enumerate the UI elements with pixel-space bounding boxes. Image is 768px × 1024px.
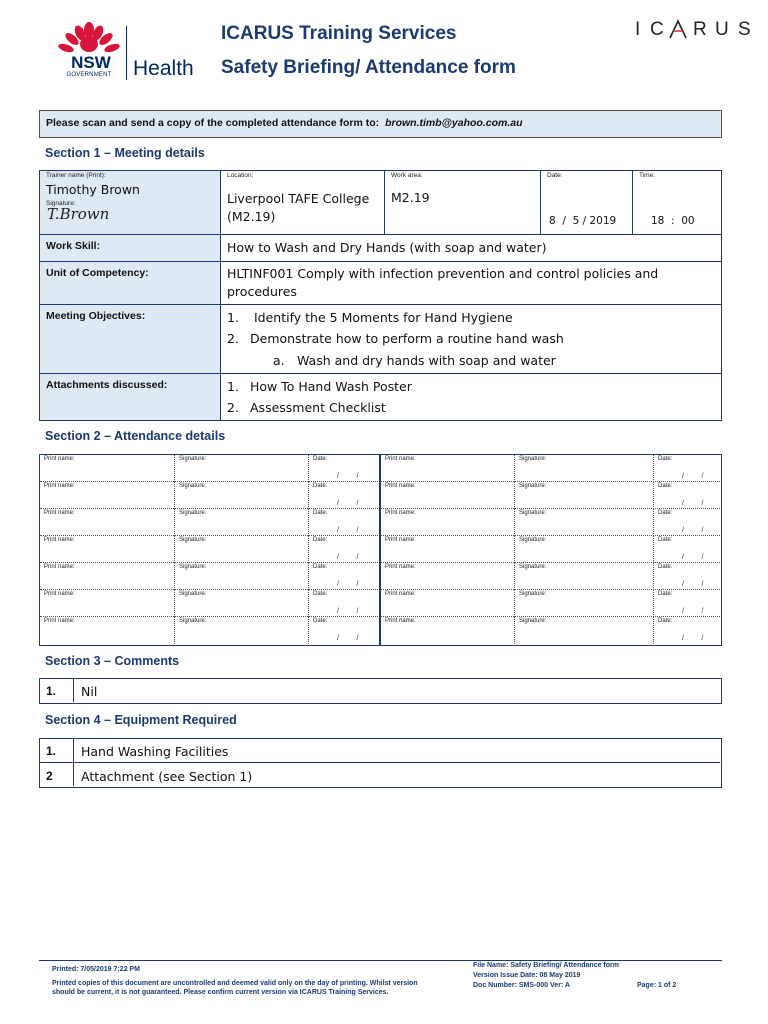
attendee-signature-field[interactable] bbox=[515, 455, 654, 482]
attendee-date-field[interactable] bbox=[309, 563, 379, 590]
attendee-date-label: Date: bbox=[313, 564, 328, 570]
attendee-date-label: Date: bbox=[313, 591, 328, 597]
organization-title: ICARUS Training Services bbox=[221, 23, 457, 44]
objective2-number: 2. bbox=[227, 331, 239, 346]
attendee-print-name-field[interactable] bbox=[40, 482, 175, 509]
attendee-print-name-label: Print name: bbox=[385, 618, 416, 624]
objective2-text[interactable]: Demonstrate how to perform a routine hand wash bbox=[250, 331, 564, 346]
section1-title: Section 1 – Meeting details bbox=[45, 146, 205, 160]
attendee-signature-field[interactable] bbox=[515, 536, 654, 563]
section2-title: Section 2 – Attendance details bbox=[45, 429, 226, 443]
attendee-date-field[interactable] bbox=[654, 536, 720, 563]
attendee-signature-label: Signature: bbox=[179, 456, 207, 462]
attendee-signature-label: Signature: bbox=[519, 591, 547, 597]
attendee-print-name-field[interactable] bbox=[40, 536, 175, 563]
attendee-date-field[interactable] bbox=[654, 509, 720, 536]
work-skill-label-cell bbox=[40, 235, 221, 262]
location-value[interactable]: Liverpool TAFE College (M2.19) bbox=[227, 191, 370, 224]
comment-number-cell bbox=[40, 679, 74, 702]
health-logo-text: Health bbox=[133, 57, 194, 80]
contact-email-link[interactable]: brown.timb@yahoo.com.au bbox=[385, 117, 523, 129]
date-slashes: / / bbox=[682, 527, 704, 534]
objectives-value-cell bbox=[221, 305, 721, 374]
attendee-signature-label: Signature: bbox=[179, 537, 207, 543]
workarea-label: Work area: bbox=[391, 172, 423, 179]
unit-value-cell bbox=[221, 262, 721, 305]
signature-label: Signature: bbox=[46, 200, 76, 207]
attachment2-number: 2. bbox=[227, 400, 239, 415]
attendee-date-field[interactable] bbox=[654, 563, 720, 590]
attendee-print-name-field[interactable] bbox=[40, 509, 175, 536]
attendee-print-name-label: Print name: bbox=[385, 456, 416, 462]
attendee-date-label: Date: bbox=[313, 618, 328, 624]
attendee-signature-field[interactable] bbox=[515, 617, 654, 644]
attendee-signature-field[interactable] bbox=[515, 590, 654, 617]
attendee-signature-field[interactable] bbox=[175, 590, 309, 617]
attachments-label-cell bbox=[40, 374, 221, 420]
attendee-signature-field[interactable] bbox=[175, 482, 309, 509]
attendee-date-label: Date: bbox=[313, 456, 328, 462]
attendee-date-field[interactable] bbox=[654, 482, 720, 509]
attendee-signature-label: Signature: bbox=[519, 510, 547, 516]
attachments-label: Attachments discussed: bbox=[46, 379, 168, 391]
attendee-print-name-field[interactable] bbox=[40, 617, 175, 644]
objective1-text[interactable]: Identify the 5 Moments for Hand Hygiene bbox=[254, 310, 513, 325]
attendee-date-label: Date: bbox=[658, 456, 673, 462]
attendee-print-name-field[interactable] bbox=[40, 455, 175, 482]
date-slashes: / / bbox=[337, 554, 359, 561]
unit-value-line1[interactable]: HLTINF001 Comply with infection prevention and control policies and bbox=[227, 266, 659, 281]
date-slashes: / / bbox=[337, 527, 359, 534]
attendee-date-field[interactable] bbox=[309, 590, 379, 617]
attendance-table bbox=[39, 454, 722, 646]
attendee-date-label: Date: bbox=[658, 483, 673, 489]
scan-notice-text: Please scan and send a copy of the completed attendance form to: bbox=[46, 117, 380, 129]
attachment2-text[interactable]: Assessment Checklist bbox=[250, 400, 386, 415]
attendee-date-field[interactable] bbox=[654, 590, 720, 617]
attendee-print-name-field[interactable] bbox=[40, 590, 175, 617]
attendee-date-field[interactable] bbox=[309, 536, 379, 563]
printed-timestamp: Printed: 7/05/2019 7:22 PM bbox=[52, 966, 140, 973]
workarea-cell bbox=[385, 171, 541, 235]
comments-table bbox=[39, 678, 722, 704]
attendee-signature-field[interactable] bbox=[175, 536, 309, 563]
logo-divider bbox=[126, 26, 127, 80]
equipment2-text[interactable]: Attachment (see Section 1) bbox=[81, 769, 253, 784]
attendee-date-label: Date: bbox=[658, 591, 673, 597]
attendee-signature-label: Signature: bbox=[519, 456, 547, 462]
time-label: Time: bbox=[639, 172, 656, 179]
attendee-signature-label: Signature: bbox=[519, 483, 547, 489]
attendee-signature-label: Signature: bbox=[179, 618, 207, 624]
attendee-print-name-label: Print name: bbox=[44, 537, 75, 543]
icarus-a-logo-icon bbox=[669, 19, 687, 39]
objectives-label: Meeting Objectives: bbox=[46, 310, 146, 322]
footer-disclaimer-line1: Printed copies of this document are uncontrolled and deemed valid only on the day of printing. Whilst version bbox=[52, 980, 418, 987]
attendee-date-field[interactable] bbox=[309, 482, 379, 509]
objective2a-letter: a. bbox=[273, 353, 285, 368]
attendee-print-name-field[interactable] bbox=[381, 509, 515, 536]
trainer-name-value[interactable]: Timothy Brown bbox=[46, 182, 140, 197]
objectives-label-cell bbox=[40, 305, 221, 374]
attachment1-text[interactable]: How To Hand Wash Poster bbox=[250, 379, 412, 394]
attendee-print-name-label: Print name: bbox=[385, 591, 416, 597]
equipment-row-divider bbox=[40, 762, 720, 763]
attendee-date-field[interactable] bbox=[309, 617, 379, 644]
attendee-print-name-label: Print name: bbox=[44, 483, 75, 489]
date-slashes: / / bbox=[682, 608, 704, 615]
attendee-print-name-field[interactable] bbox=[381, 563, 515, 590]
attendee-date-label: Date: bbox=[313, 510, 328, 516]
footer-doc-number: Doc Number: SMS-000 Ver: A bbox=[473, 982, 570, 989]
attendee-print-name-field[interactable] bbox=[381, 536, 515, 563]
attendee-signature-field[interactable] bbox=[515, 509, 654, 536]
date-slashes: / / bbox=[682, 473, 704, 480]
objective1-number: 1. bbox=[227, 310, 239, 325]
attendee-signature-field[interactable] bbox=[175, 455, 309, 482]
unit-label-cell bbox=[40, 262, 221, 305]
attendee-date-label: Date: bbox=[313, 483, 328, 489]
date-slashes: / / bbox=[337, 473, 359, 480]
attendee-signature-label: Signature: bbox=[519, 618, 547, 624]
date-slashes: / / bbox=[337, 608, 359, 615]
meeting-details-table bbox=[39, 170, 722, 421]
icarus-logo: I C R U S bbox=[635, 19, 757, 40]
attendee-print-name-field[interactable] bbox=[40, 563, 175, 590]
attendee-date-label: Date: bbox=[658, 537, 673, 543]
trainer-name-label: Trainer name (Print): bbox=[46, 172, 106, 179]
footer-divider bbox=[39, 960, 722, 961]
attendee-print-name-field[interactable] bbox=[381, 617, 515, 644]
unit-value-line2[interactable]: procedures bbox=[227, 284, 297, 299]
attendee-print-name-label: Print name: bbox=[385, 537, 416, 543]
equipment1-text[interactable]: Hand Washing Facilities bbox=[81, 744, 229, 759]
unit-label: Unit of Competency: bbox=[46, 267, 149, 279]
attendee-signature-label: Signature: bbox=[179, 564, 207, 570]
attachment1-number: 1. bbox=[227, 379, 239, 394]
attachments-value-cell bbox=[221, 374, 721, 420]
attendee-print-name-label: Print name: bbox=[44, 510, 75, 516]
attendee-date-label: Date: bbox=[313, 537, 328, 543]
footer-file-name: File Name: Safety Briefing/ Attendance form bbox=[473, 962, 619, 969]
comment-text[interactable]: Nil bbox=[81, 684, 98, 699]
footer-page-number: Page: 1 of 2 bbox=[637, 982, 677, 989]
attendee-signature-field[interactable] bbox=[515, 563, 654, 590]
footer-version-date: Version Issue Date: 08 May 2019 bbox=[473, 972, 581, 979]
attendee-date-field[interactable] bbox=[654, 617, 720, 644]
footer-disclaimer bbox=[52, 979, 472, 997]
date-slashes: / / bbox=[682, 581, 704, 588]
attendee-print-name-label: Print name: bbox=[44, 564, 75, 570]
attendee-print-name-label: Print name: bbox=[44, 618, 75, 624]
footer-disclaimer-line2: should be current, it is not guaranteed. Please confirm current version via ICARUS Training Services. bbox=[52, 989, 389, 996]
attendee-signature-label: Signature: bbox=[519, 537, 547, 543]
attendee-signature-field[interactable] bbox=[175, 563, 309, 590]
attendee-signature-label: Signature: bbox=[179, 510, 207, 516]
attendee-date-field[interactable] bbox=[309, 509, 379, 536]
attendee-print-name-field[interactable] bbox=[381, 482, 515, 509]
date-value[interactable]: 8 / 5 / 2019 bbox=[549, 215, 617, 227]
workarea-value[interactable]: M2.19 bbox=[391, 190, 430, 205]
attendee-signature-field[interactable] bbox=[175, 617, 309, 644]
date-cell bbox=[541, 171, 633, 235]
attendee-signature-label: Signature: bbox=[179, 591, 207, 597]
attendee-date-field[interactable] bbox=[309, 455, 379, 482]
equipment1-number: 1. bbox=[46, 744, 57, 758]
attendee-date-label: Date: bbox=[658, 564, 673, 570]
attendee-date-label: Date: bbox=[658, 618, 673, 624]
location-label: Location: bbox=[227, 172, 254, 179]
document-header bbox=[0, 0, 768, 100]
attendee-signature-label: Signature: bbox=[179, 483, 207, 489]
attendee-date-label: Date: bbox=[658, 510, 673, 516]
attendance-center-divider bbox=[379, 455, 381, 645]
trainer-cell bbox=[40, 171, 221, 235]
attendee-signature-field[interactable] bbox=[515, 482, 654, 509]
work-skill-value[interactable]: How to Wash and Dry Hands (with soap and water) bbox=[227, 240, 547, 255]
government-logo-text: GOVERNMENT bbox=[66, 72, 112, 78]
attendee-date-field[interactable] bbox=[654, 455, 720, 482]
location-cell bbox=[221, 171, 385, 235]
work-skill-label: Work Skill: bbox=[46, 240, 101, 252]
attendee-print-name-label: Print name: bbox=[44, 456, 75, 462]
time-value[interactable]: 18 : 00 bbox=[651, 215, 695, 227]
attendee-print-name-field[interactable] bbox=[381, 590, 515, 617]
attendee-print-name-field[interactable] bbox=[381, 455, 515, 482]
nsw-logo-text: NSW bbox=[71, 53, 111, 72]
time-cell bbox=[633, 171, 721, 235]
date-label: Date: bbox=[547, 172, 563, 179]
form-title: Safety Briefing/ Attendance form bbox=[221, 57, 516, 78]
date-slashes: / / bbox=[682, 500, 704, 507]
attendee-print-name-label: Print name: bbox=[385, 483, 416, 489]
equipment2-number: 2 bbox=[46, 769, 53, 783]
date-slashes: / / bbox=[337, 635, 359, 642]
equipment-table bbox=[39, 738, 722, 788]
scan-notice bbox=[39, 110, 722, 138]
section4-title: Section 4 – Equipment Required bbox=[45, 713, 237, 727]
date-slashes: / / bbox=[337, 581, 359, 588]
date-slashes: / / bbox=[337, 500, 359, 507]
trainer-signature: T.Brown bbox=[47, 205, 110, 223]
work-skill-value-cell bbox=[221, 235, 721, 262]
attendee-print-name-label: Print name: bbox=[385, 564, 416, 570]
objective2a-text[interactable]: Wash and dry hands with soap and water bbox=[297, 353, 556, 368]
date-slashes: / / bbox=[682, 554, 704, 561]
date-slashes: / / bbox=[682, 635, 704, 642]
attendee-print-name-label: Print name: bbox=[385, 510, 416, 516]
attendee-signature-field[interactable] bbox=[175, 509, 309, 536]
attendee-signature-label: Signature: bbox=[519, 564, 547, 570]
comment-number: 1. bbox=[46, 684, 57, 698]
attendee-print-name-label: Print name: bbox=[44, 591, 75, 597]
section3-title: Section 3 – Comments bbox=[45, 654, 180, 668]
